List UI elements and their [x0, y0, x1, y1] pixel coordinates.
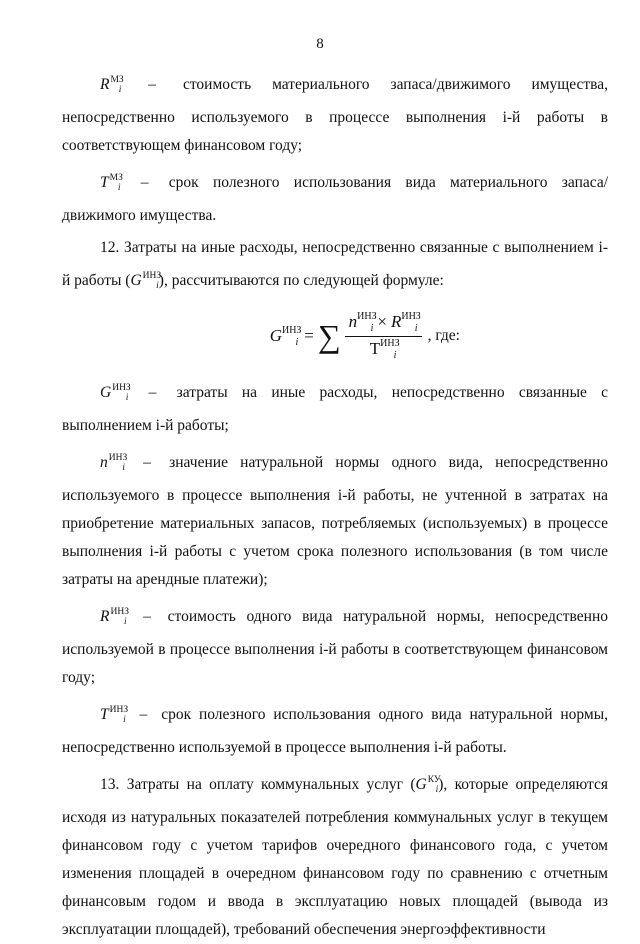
- section-13-paragraph: 13. Затраты на оплату коммунальных услуг $(G^{КУ}_i)$, которые определяются исходя из натуральных показателей потребления коммунальных услуг в текущем финансовом году с учетом тарифов очередного финансового года, с учетом изменения площадей в очередном финансовом году по сравнению с отчетным финансовым годом и ввода в эксплуатацию новых площадей (вывода из эксплуатации площадей), требований обеспечения энергоэффективности: [62, 775, 608, 938]
- symbol-g-ku: $G^{КУ}_i$: [415, 775, 441, 795]
- definition-text: срок полезного использования одного вида натуральной нормы, непосредственно используемой в процессе выполнения i-й работы.: [62, 706, 608, 756]
- formula-g-inz: $G^{ИНЗ}_i$ = ∑ $\frac{n^{ИНЗ}_i \times R^{ИНЗ}_i}{T^{ИНЗ}_i}$ , где:: [269, 311, 460, 361]
- fraction-numerator: $n^{ИНЗ}_i \times R^{ИНЗ}_i$: [345, 311, 422, 337]
- formula-fraction: [345, 311, 422, 361]
- symbol-t-mz: $T^{МЗ}_i$: [100, 173, 123, 193]
- symbol-g-inz: $G^{ИНЗ}_i$: [130, 271, 162, 291]
- definition-text: стоимость одного вида натуральной нормы, непосредственно используемой в процессе выполнения i-й работы в соответствующем финансовом году;: [62, 608, 608, 686]
- formula-lhs: $G^{ИНЗ}_i$: [269, 324, 302, 348]
- sum-sign: ∑: [317, 318, 341, 354]
- definition-t-mz: $T^{МЗ}_i$ – срок полезного использования вида материального запаса/движимого имущества.: [62, 173, 608, 224]
- definition-n-inz: $n^{ИНЗ}_i$ – значение натуральной нормы одного вида, непосредственно используемого в процессе выполнения i-й работы, не учтенной в затратах на приобретение материальных запасов, потребляемых (используемых) в процессе выполнения i-й работы с учетом срока полезного использования (в том числе затраты на арендные платежи);: [62, 453, 609, 588]
- symbol-t-inz: $T^{ИНЗ}_i$: [100, 705, 129, 725]
- definition-text: значение натуральной нормы одного вида, непосредственно используемого в процессе выполнения i-й работы, не учтенной в затратах на приобретение материальных запасов, потребляемых (используемых) в процессе выполнения i-й работы с учетом срока полезного использования (в том числе затраты на арендные платежи);: [62, 454, 609, 588]
- definition-g-inz: $G^{ИНЗ}_i$ – затраты на иные расходы, непосредственно связанные с выполнением i-й работы;: [62, 383, 609, 434]
- definition-text: стоимость материального запаса/движимого имущества, непосредственно используемого в процессе выполнения i-й работы в соответствующем финансовом году;: [62, 76, 609, 154]
- definition-r-mz: $R^{МЗ}_i$ – стоимость материального запаса/движимого имущества, непосредственно используемого в процессе выполнения i-й работы в соответствующем финансовом году;: [62, 75, 609, 154]
- symbol-r-mz: $R^{МЗ}_i$: [100, 75, 124, 95]
- fraction-denominator: $T^{ИНЗ}_i$: [369, 338, 400, 361]
- page-number: 8: [316, 36, 324, 52]
- definition-text: затраты на иные расходы, непосредственно связанные с выполнением i-й работы;: [62, 384, 609, 434]
- document-body: [62, 66, 608, 944]
- symbol-g-inz: $G^{ИНЗ}_i$: [100, 383, 131, 403]
- section-12-paragraph: 12. Затраты на иные расходы, непосредственно связанные с выполнением i-й работы $(G^{ИНЗ}_i)$, рассчитываются по следующей формуле:: [62, 239, 608, 291]
- symbol-r-inz: $R^{ИНЗ}_i$: [100, 607, 129, 627]
- definition-r-inz: $R^{ИНЗ}_i$ – стоимость одного вида натуральной нормы, непосредственно используемой в процессе выполнения i-й работы в соответствующем финансовом году;: [62, 607, 608, 686]
- definition-t-inz: $T^{ИНЗ}_i$ – срок полезного использования одного вида натуральной нормы, непосредственно используемой в процессе выполнения i-й работы.: [62, 705, 608, 756]
- symbol-n-inz: $n^{ИНЗ}_i$: [100, 453, 128, 473]
- definition-text: срок полезного использования вида материального запаса/движимого имущества.: [62, 174, 608, 224]
